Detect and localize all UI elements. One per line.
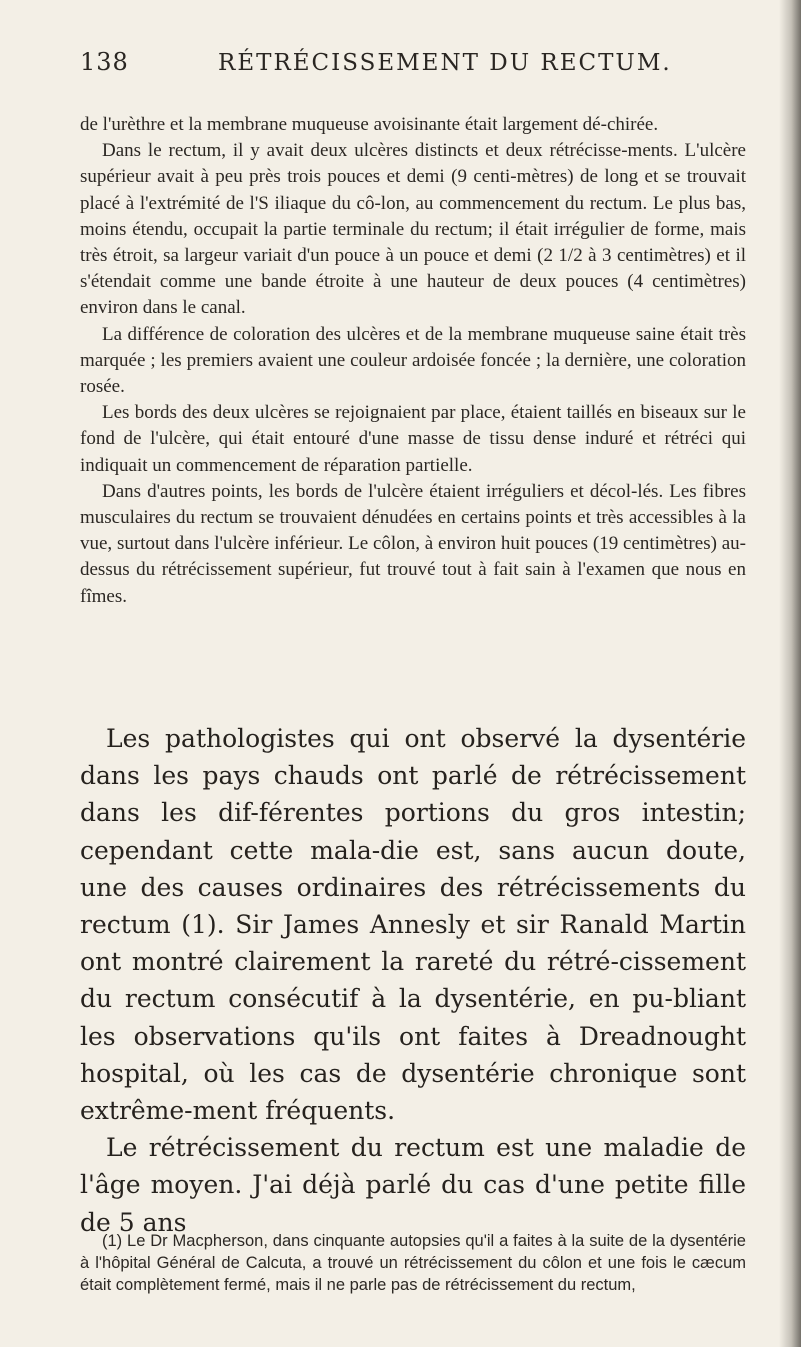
main-text [80,720,746,1241]
paragraph: La différence de coloration des ulcères et de la membrane muqueuse saine était très marquée ; les premiers avaient une couleur ardoisée foncée ; la dernière, une coloration rosée. [80,323,746,398]
paragraph: Le rétrécissement du rectum est une maladie de l'âge moyen. J'ai déjà parlé du cas d'une petite fille de 5 ans [80,1133,746,1237]
paragraph: Les pathologistes qui ont observé la dysentérie dans les pays chauds ont parlé de rétrécissement dans les dif-férentes portions du gros intestin; cependant cette mala-die est, sans aucun doute, une des causes ordinaires des rétrécissements du rectum (1). Sir James Annesly et sir Ranald Martin ont montré clairement la rareté du rétré-cissement du rectum consécutif à la dysentérie, en pu-bliant les observations qu'ils ont faites à Dreadnought hospital, où les cas de dysentérie chronique sont extrême-ment fréquents. [80,724,746,1126]
footnote-text: (1) Le Dr Macpherson, dans cinquante autopsies qu'il a faites à la suite de la dysentérie à l'hôpital Général de Calcuta, a trouvé un rétrécissement du côlon et une fois le cæcum était complètement fermé, mais il ne parle pas de rétrécissement du rectum, [80,1232,746,1294]
paragraph: Les bords des deux ulcères se rejoignaient par place, étaient taillés en biseaux sur le fond de l'ulcère, qui était entouré d'une masse de tissu dense induré et rétréci qui indiquait un commencement de réparation partielle. [80,402,746,476]
page-number: 138 [80,48,129,76]
paragraph: de l'urèthre et la membrane muqueuse avoisinante était largement dé-chirée. [80,114,659,135]
page-header [0,48,801,88]
running-head: RÉTRÉCISSEMENT DU RECTUM. [218,50,672,76]
autopsy-description [80,112,746,610]
paragraph: Dans le rectum, il y avait deux ulcères distincts et deux rétrécisse-ments. L'ulcère supérieur avait à peu près trois pouces et demi (9 centi-mètres) de long et se trouvait placé à l'extrémité de l'S iliaque du cô-lon, au commencement du rectum. Le plus bas, moins étendu, occupait la partie terminale du rectum; il était irrégulier de forme, mais très étroit, sa largeur variait d'un pouce à un pouce et demi (2 1/2 à 3 centimètres) et il s'étendait comme une bande étroite à une hauteur de deux pouces (4 centimètres) environ dans le canal. [80,140,746,319]
page-edge-shadow [779,0,801,1347]
footnote [80,1230,746,1296]
paragraph: Dans d'autres points, les bords de l'ulcère étaient irréguliers et décol-lés. Les fibres musculaires du rectum se trouvaient dénudées en certains points et très accessibles à la vue, surtout dans l'ulcère inférieur. Le côlon, à environ huit pouces (19 centimètres) au-dessus du rétrécissement supérieur, fut trouvé tout à fait sain à l'examen que nous en fîmes. [80,480,746,607]
